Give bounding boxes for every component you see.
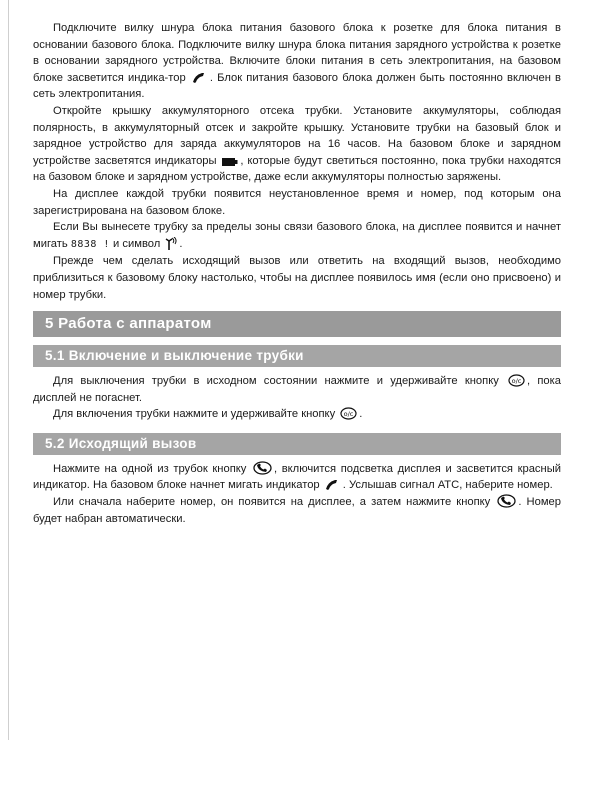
paragraph-dial-first: Или сначала наберите номер, он появится на дисплее, а затем нажмите кнопку . Номер будет набран автоматически.: [33, 496, 561, 525]
paragraph-display-time: На дисплее каждой трубки появится неустановленное время и номер, под которым она зарегистрирована на базовом блоке.: [33, 187, 561, 217]
call-key-icon: [253, 461, 272, 475]
svg-text:o/c: o/c: [511, 377, 522, 386]
chapter-heading-5: 5 Работа с аппаратом: [33, 311, 561, 337]
section-heading-5-1: 5.1 Включение и выключение трубки: [33, 345, 561, 367]
paragraph-power-off: Для выключения трубки в исходном состоянии нажмите и удерживайте кнопку o/c , пока дисплей не погаснет.: [33, 375, 561, 404]
svg-text:o/c: o/c: [343, 410, 354, 419]
call-key-icon: [497, 494, 516, 508]
section-heading-5-2: 5.2 Исходящий вызов: [33, 433, 561, 455]
paragraph-out-of-range: Если Вы вынесете трубку за пределы зоны связи базового блока, на дисплее появится и начнет мигать 8838 ! и символ .: [33, 221, 561, 250]
paragraph-before-call: Прежде чем сделать исходящий вызов или ответить на входящий вызов, необходимо приблизиться к базовому блоку настолько, чтобы на дисплее появилось имя (если оно присвоено) и номер трубки.: [33, 255, 561, 301]
handset-icon: [192, 72, 208, 84]
manual-page: [33, 20, 561, 527]
antenna-icon: [165, 237, 177, 250]
paragraph-outgoing-call: Нажмите на одной из трубок кнопку , включится подсветка дисплея и засветится красный индикатор. На базовом блоке начнет мигать индикатор . Услышав сигнал АТС, наберите номер.: [33, 462, 561, 492]
paragraph-batteries: Откройте крышку аккумуляторного отсека трубки. Установите аккумуляторы, соблюдая полярность, в аккумуляторный отсек и закройте крышку. Установите трубки на базовый блок и зарядное устройство для заряда аккумуляторов на 16 часов. На базовом блоке и зарядном устройстве засветятся индикаторы , которые будут светиться постоянно, пока трубки находятся на базовом блоке и зарядном устройстве, даже если аккумуляторы полностью заряжены.: [33, 104, 561, 184]
display-code: 8838 !: [70, 238, 110, 250]
paragraph-power-on: Для включения трубки нажмите и удерживайте кнопку o/c .: [53, 408, 363, 421]
paragraph-power-connection: Подключите вилку шнура блока питания базового блока к розетке для блока питания в основании базового блока. Подключите вилку шнура блока питания зарядного устройства к розетке в основании зарядного устройства. Включите блоки питания в сеть электропитания, на базовом блоке засветится индика-тор . Блок питания базового блока должен быть постоянно включен в сеть электропитания.: [33, 22, 561, 101]
handset-icon: [325, 479, 341, 491]
power-key-icon: [508, 374, 525, 387]
power-key-icon: [340, 407, 357, 420]
battery-icon: [222, 157, 238, 167]
page-frame-line: [8, 0, 9, 740]
